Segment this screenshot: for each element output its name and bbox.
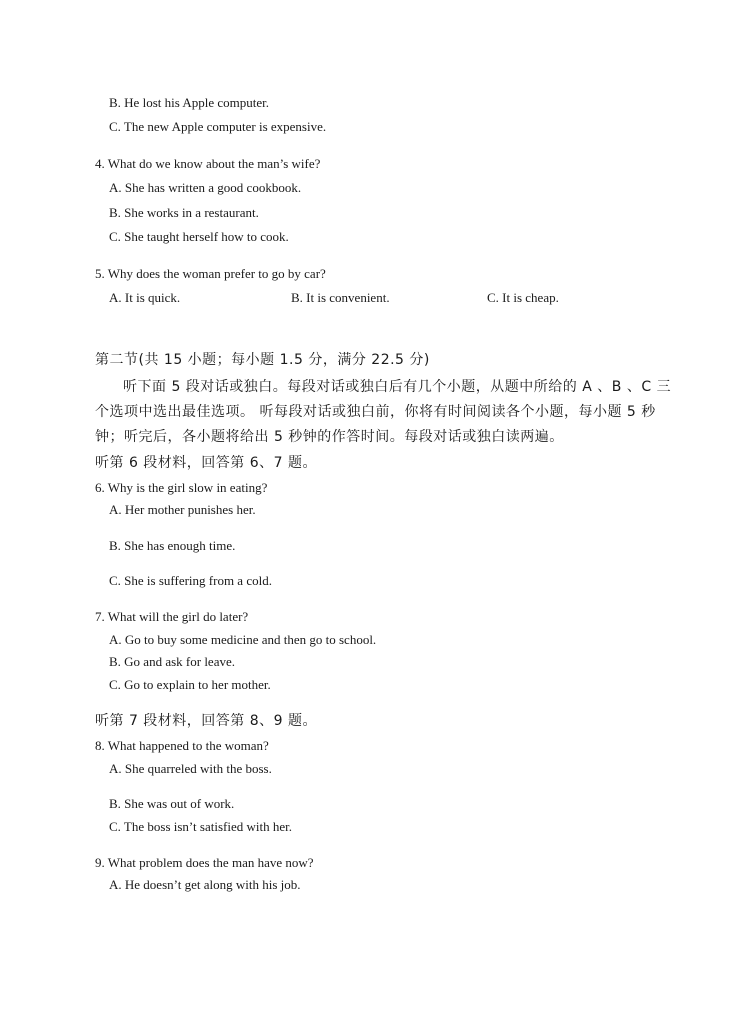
q9-option-a: A. He doesn’t get along with his job. bbox=[109, 877, 301, 892]
q4-question: 4. What do we know about the man’s wife? bbox=[95, 156, 321, 171]
q7-question: 7. What will the girl do later? bbox=[95, 609, 249, 624]
q6-question: 6. Why is the girl slow in eating? bbox=[95, 480, 268, 495]
passage6-heading: 听第 6 段材料，回答第 6、7 题。 bbox=[95, 455, 318, 471]
q5-option-b: B. It is convenient. bbox=[291, 290, 390, 305]
q3-option-c: C. The new Apple computer is expensive. bbox=[109, 119, 327, 134]
q6-option-b: B. She has enough time. bbox=[109, 538, 236, 553]
q5-option-c: C. It is cheap. bbox=[487, 290, 559, 305]
q9-question: 9. What problem does the man have now? bbox=[95, 855, 314, 870]
q8-option-a: A. She quarreled with the boss. bbox=[109, 761, 272, 776]
q3-option-b: B. He lost his Apple computer. bbox=[109, 95, 269, 110]
q6-option-c: C. She is suffering from a cold. bbox=[109, 573, 272, 588]
q7-option-c: C. Go to explain to her mother. bbox=[109, 677, 271, 692]
q7-option-a: A. Go to buy some medicine and then go to school. bbox=[109, 632, 377, 647]
q5-option-a: A. It is quick. bbox=[109, 290, 181, 305]
section2-instructions-line1: 听下面 5 段对话或独白。每段对话或独白后有几个小题，从题中所给的 A 、B 、C 三 bbox=[123, 379, 672, 395]
q4-option-a: A. She has written a good cookbook. bbox=[109, 180, 302, 195]
section2-instructions-line2: 个选项中选出最佳选项。 听每段对话或独白前，你将有时间阅读各个小题，每小题 5 秒 bbox=[95, 404, 656, 420]
passage7-heading: 听第 7 段材料，回答第 8、9 题。 bbox=[95, 713, 318, 729]
q5-question: 5. Why does the woman prefer to go by car? bbox=[95, 266, 326, 281]
section2-heading: 第二节(共 15 小题；每小题 1.5 分，满分 22.5 分) bbox=[95, 352, 430, 368]
q6-option-a: A. Her mother punishes her. bbox=[109, 502, 256, 517]
q8-option-b: B. She was out of work. bbox=[109, 796, 235, 811]
q7-option-b: B. Go and ask for leave. bbox=[109, 654, 235, 669]
section2-instructions-line3: 钟；听完后，各小题将给出 5 秒钟的作答时间。每段对话或独白读两遍。 bbox=[95, 429, 564, 445]
q8-question: 8. What happened to the woman? bbox=[95, 738, 269, 753]
q4-option-b: B. She works in a restaurant. bbox=[109, 205, 259, 220]
q4-option-c: C. She taught herself how to cook. bbox=[109, 229, 289, 244]
q8-option-c: C. The boss isn’t satisfied with her. bbox=[109, 819, 292, 834]
